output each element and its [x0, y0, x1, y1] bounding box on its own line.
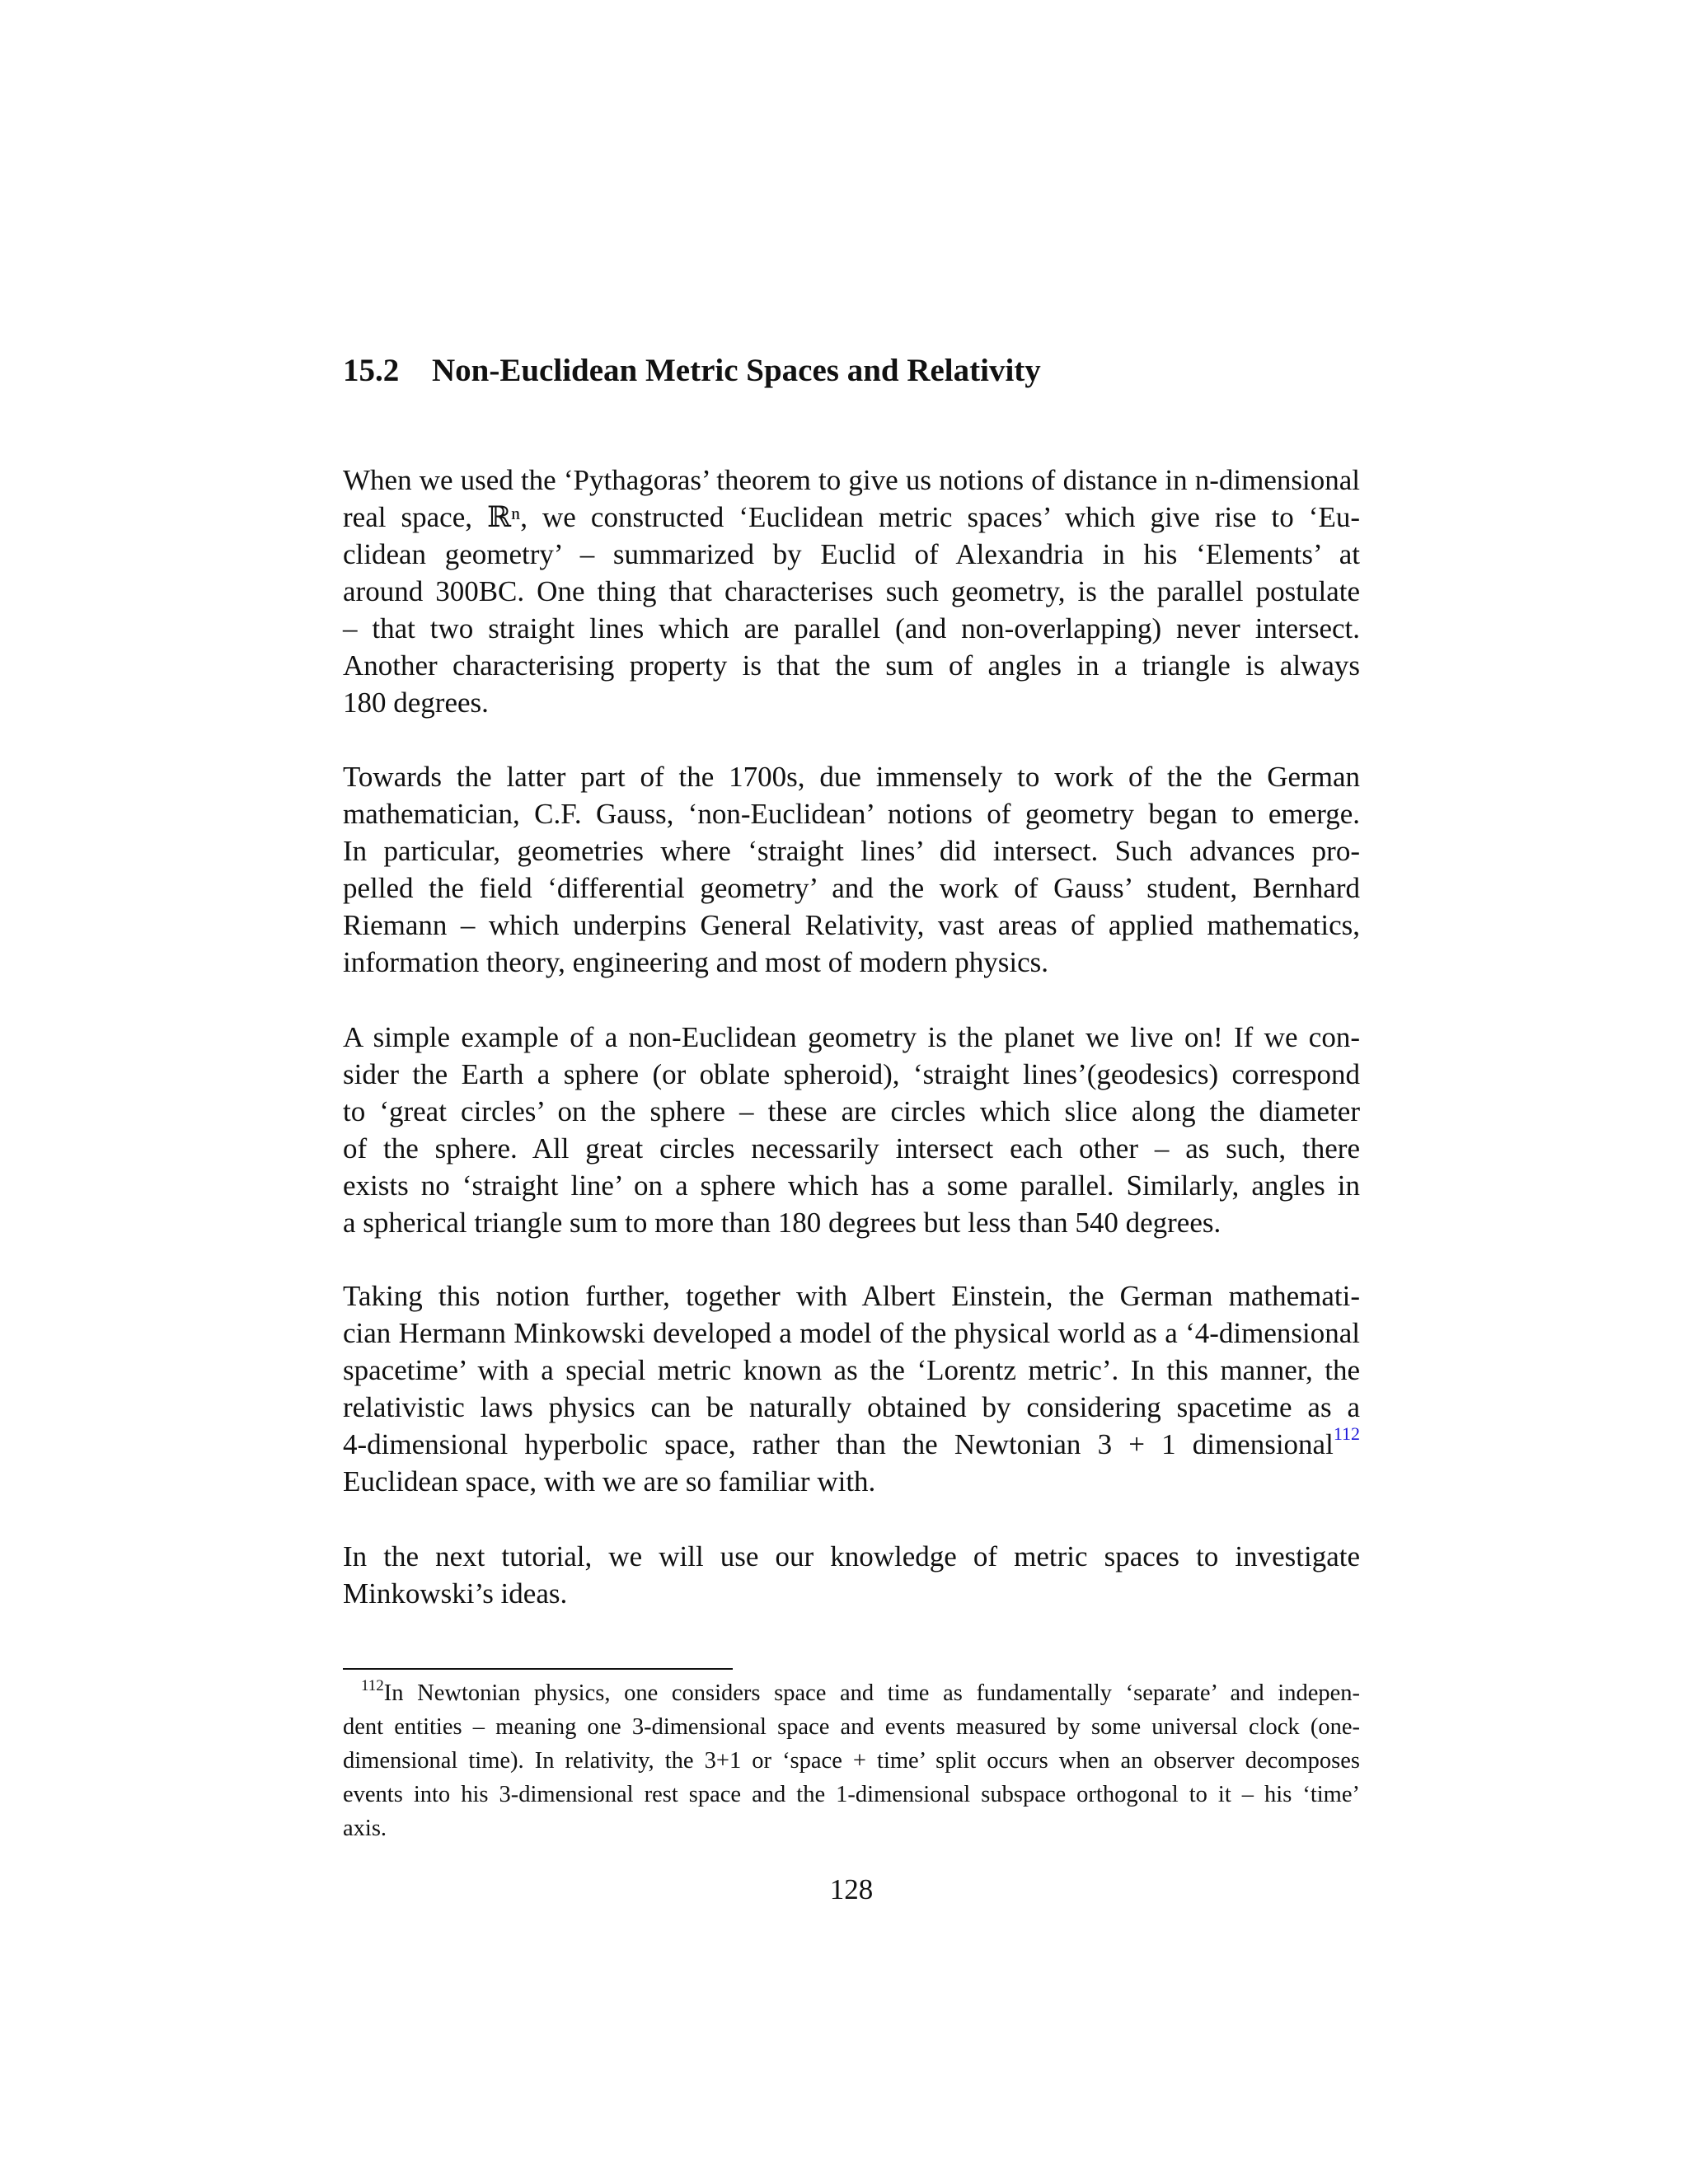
paragraph-line-text: 4-dimensional hyperbolic space, rather than the Newtonian 3 + 1 dimensional	[343, 1428, 1334, 1460]
paragraph-line: When we used the ‘Pythagoras’ theorem to give us notions of distance in n-dimensional	[343, 464, 1360, 496]
paragraph-line: A simple example of a non-Euclidean geometry is the planet we live on! If we con-	[343, 1021, 1360, 1053]
footnote-number: 112	[361, 1676, 384, 1694]
paragraph-line: In particular, geometries where ‘straight lines’ did intersect. Such advances pro-	[343, 835, 1360, 867]
paragraph-line: cian Hermann Minkowski developed a model of the physical world as a ‘4-dimensional	[343, 1317, 1360, 1349]
footnote	[343, 1676, 1360, 1845]
footnote-line: axis.	[343, 1816, 387, 1841]
paragraph-4	[343, 1277, 1360, 1500]
paragraph-line: relativistic laws physics can be naturally obtained by considering spacetime as a	[343, 1391, 1360, 1423]
section-title: Non-Euclidean Metric Spaces and Relativity	[432, 353, 1041, 388]
paragraph-line: a spherical triangle sum to more than 180 degrees but less than 540 degrees.	[343, 1207, 1221, 1239]
section-number: 15.2	[343, 353, 400, 388]
footnote-line-text: In Newtonian physics, one considers space and time as fundamentally ‘separate’ and indepen-	[383, 1680, 1360, 1706]
paragraph-line: Minkowski’s ideas.	[343, 1577, 568, 1610]
paragraph-line: sider the Earth a sphere (or oblate spheroid), ‘straight lines’(geodesics) correspond	[343, 1058, 1360, 1090]
paragraph-2	[343, 758, 1360, 981]
paragraph-line: – that two straight lines which are parallel (and non-overlapping) never intersect.	[343, 612, 1360, 644]
paragraph-line: pelled the field ‘differential geometry’ and the work of Gauss’ student, Bernhard	[343, 872, 1360, 904]
paragraph-line: Taking this notion further, together with Albert Einstein, the German mathemati-	[343, 1280, 1360, 1312]
paragraph-line: around 300BC. One thing that characterises such geometry, is the parallel postulate	[343, 575, 1360, 607]
footnote-line: dimensional time). In relativity, the 3+1 or ‘space + time’ split occurs when an observer decomposes	[343, 1748, 1360, 1774]
paragraph-line: of the sphere. All great circles necessarily intersect each other – as such, there	[343, 1132, 1360, 1165]
paragraph-line: exists no ‘straight line’ on a sphere which has a some parallel. Similarly, angles in	[343, 1169, 1360, 1202]
paragraph-line: Euclidean space, with we are so familiar with.	[343, 1465, 876, 1497]
footnote-line: events into his 3-dimensional rest space and the 1-dimensional subspace orthogonal to it – his ‘time’	[343, 1782, 1360, 1807]
paragraph-line: spacetime’ with a special metric known as the ‘Lorentz metric’. In this manner, the	[343, 1354, 1360, 1386]
paragraph-1	[343, 462, 1360, 721]
paragraph-3	[343, 1019, 1360, 1241]
footnote-divider	[343, 1668, 733, 1670]
paragraph-line: clidean geometry’ – summarized by Euclid of Alexandria in his ‘Elements’ at	[343, 538, 1360, 570]
paragraph-line: Another characterising property is that the sum of angles in a triangle is always	[343, 649, 1360, 682]
paragraph-line: 180 degrees.	[343, 687, 489, 719]
page-number: 128	[829, 1873, 874, 1905]
paragraph-5	[343, 1538, 1360, 1612]
paragraph-line: to ‘great circles’ on the sphere – these are circles which slice along the diameter	[343, 1095, 1360, 1127]
paragraph-line: Riemann – which underpins General Relativity, vast areas of applied mathematics,	[343, 909, 1360, 941]
document-page	[343, 0, 1360, 2184]
paragraph-line: real space, ℝⁿ, we constructed ‘Euclidean metric spaces’ which give rise to ‘Eu-	[343, 501, 1360, 533]
footnote-line-with-mark	[343, 1676, 1360, 1710]
footnote-line: dent entities – meaning one 3-dimensional space and events measured by some universal clock (one-	[343, 1714, 1360, 1740]
paragraph-line: information theory, engineering and most of modern physics.	[343, 946, 1049, 978]
footnote-reference-link[interactable]: 112	[1333, 1423, 1360, 1445]
paragraph-line: mathematician, C.F. Gauss, ‘non-Euclidean’ notions of geometry began to emerge.	[343, 798, 1360, 830]
paragraph-line: In the next tutorial, we will use our knowledge of metric spaces to investigate	[343, 1540, 1360, 1572]
paragraph-line: Towards the latter part of the 1700s, due immensely to work of the the German	[343, 761, 1360, 793]
section-heading	[343, 351, 1041, 391]
paragraph-line-with-footnote	[343, 1423, 1360, 1463]
